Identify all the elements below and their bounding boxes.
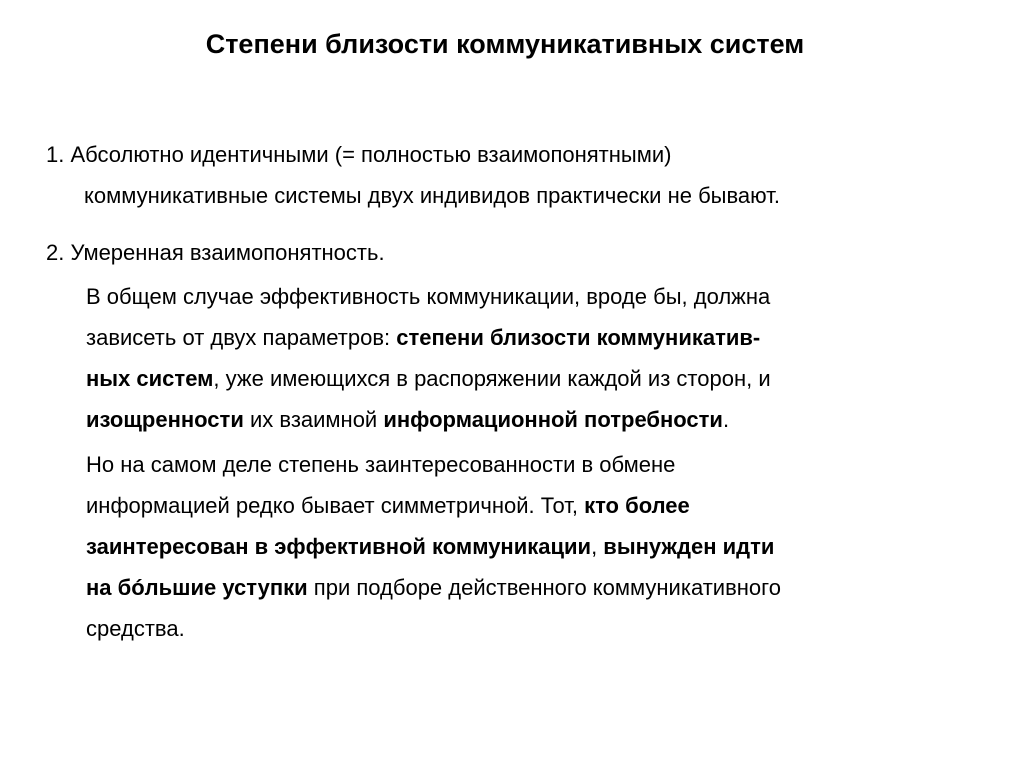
para1-line-1 — [86, 276, 1006, 317]
point-2 — [46, 232, 1006, 273]
para1-text-1: В общем случае эффективность коммуникации, вроде бы, должна — [86, 284, 771, 309]
para2-line-3 — [86, 526, 1006, 567]
para1-bold-4c: информационной потребности — [383, 407, 723, 432]
para2-bold-3c: вынужден идти — [603, 534, 775, 559]
paragraph-interest — [86, 444, 1006, 649]
para1-text-4b: их взаимной — [243, 407, 384, 432]
paragraph-effectiveness — [86, 276, 1006, 440]
para2-text-5: средства. — [86, 616, 185, 641]
para2-text-1: Но на самом деле степень заинтересованности в обмене — [86, 452, 676, 477]
para1-line-4 — [86, 399, 1006, 440]
point-1-line-1: 1. Абсолютно идентичными (= полностью взаимопонятными) — [46, 142, 672, 167]
para2-line-2 — [86, 485, 1006, 526]
para2-line-1 — [86, 444, 1006, 485]
para1-text-4d: . — [722, 407, 730, 432]
para2-bold-2b: кто более — [584, 493, 690, 518]
slide-title: Степени близости коммуникативных систем — [205, 29, 805, 59]
para1-line-2 — [86, 317, 1006, 358]
para1-text-3b: , уже имеющихся в распоряжении каждой из сторон, и — [213, 366, 771, 391]
point-1 — [46, 134, 1006, 216]
point-2-heading: 2. Умеренная взаимопонятность. — [46, 240, 385, 265]
para1-bold-3a: ных систем — [86, 366, 214, 391]
para2-line-4 — [86, 567, 1006, 608]
para1-bold-2b: степени близости коммуникатив- — [396, 325, 761, 350]
para2-text-3b: , — [591, 534, 604, 559]
para2-bold-4a: на бóльшие уступки — [86, 575, 308, 600]
para1-line-3 — [86, 358, 1006, 399]
para2-bold-3a: заинтересован в эффективной коммуникации — [86, 534, 592, 559]
point-1-line-2: коммуникативные системы двух индивидов практически не бывают. — [84, 183, 780, 208]
para2-text-2a: информацией редко бывает симметричной. Тот, — [86, 493, 585, 518]
para1-text-2a: зависеть от двух параметров: — [86, 325, 397, 350]
para1-bold-4a: изощренности — [86, 407, 244, 432]
para2-text-4b: при подборе действенного коммуникативного — [307, 575, 781, 600]
para2-line-5 — [86, 608, 1006, 649]
